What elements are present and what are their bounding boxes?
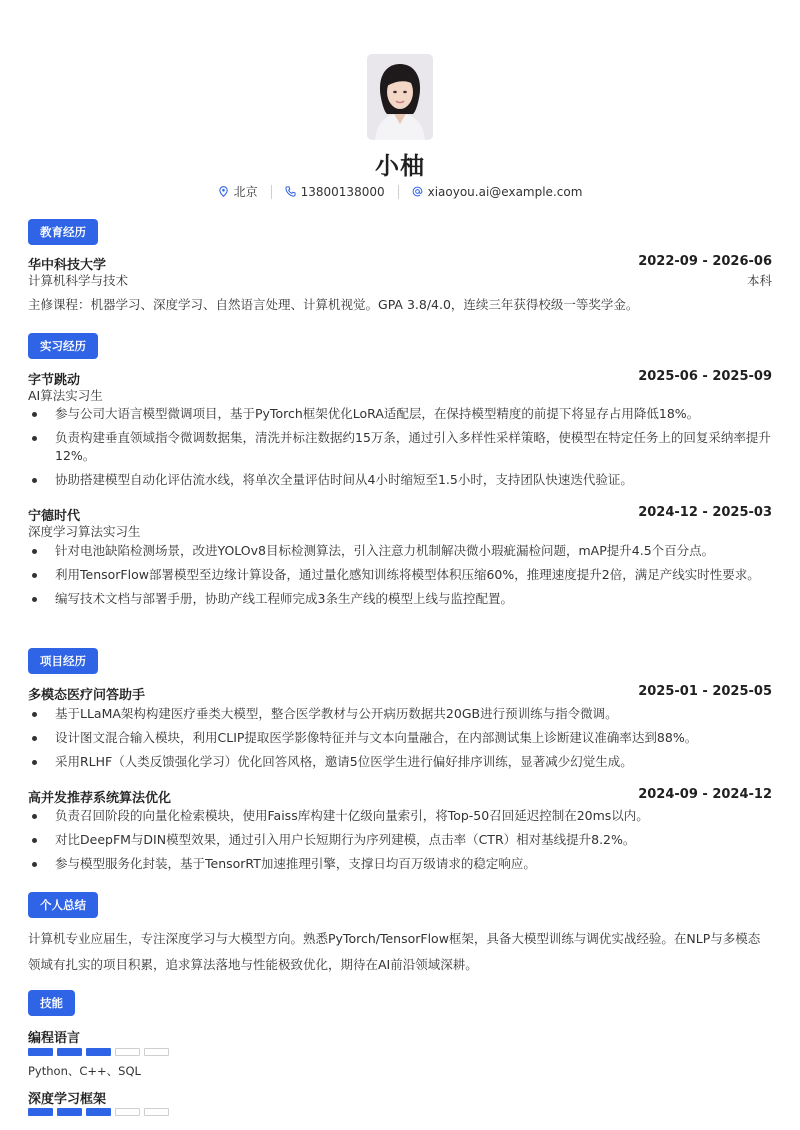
list-item: 协助搭建模型自动化评估流水线，将单次全量评估时间从4小时缩短至1.5小时，支持团队快速迭代验证。: [28, 471, 772, 489]
project-header-row: [28, 787, 772, 804]
section-header-summary: 个人总结: [28, 892, 98, 918]
skill-title: 深度学习框架: [28, 1092, 107, 1107]
education-detail: 主修课程：机器学习、深度学习、自然语言处理、计算机视觉。GPA 3.8/4.0，连续三年获得校级一等奖学金。: [28, 297, 639, 312]
skill-title: 编程语言: [28, 1031, 81, 1046]
skill-level-segment: [86, 1048, 111, 1056]
company-name: 字节跳动: [28, 373, 81, 388]
list-item: 负责召回阶段的向量化检索模块，使用Faiss库构建十亿级向量索引，将Top-50召回延迟控制在20ms以内。: [28, 807, 772, 825]
skill-level-segment: [144, 1048, 169, 1056]
location-text: 北京: [233, 185, 258, 199]
education-sub-row: [28, 271, 772, 288]
project-bullets: [28, 807, 772, 879]
skill-level-segment: [28, 1048, 53, 1056]
project-name: 高并发推荐系统算法优化: [28, 791, 172, 806]
list-item: 对比DeepFM与DIN模型效果，通过引入用户长短期行为序列建模，点击率（CTR）相对基线提升8.2%。: [28, 831, 772, 849]
project-dates: 2025-01 - 2025-05: [638, 684, 772, 699]
company-name: 宁德时代: [28, 509, 81, 524]
section-header-internship: 实习经历: [28, 333, 98, 359]
skill-level-segment: [115, 1108, 140, 1116]
location-item: [218, 183, 258, 200]
skill-level-segment: [57, 1108, 82, 1116]
divider: [398, 185, 399, 199]
email-item[interactable]: [412, 185, 583, 199]
section-header-projects: 项目经历: [28, 648, 98, 674]
internship-header-row: [28, 369, 772, 386]
section-header-education: 教育经历: [28, 219, 98, 245]
summary-text: 计算机专业应届生，专注深度学习与大模型方向。熟悉PyTorch/TensorFlow框架，具备大模型训练与调优实战经验。在NLP与多模态领域有扎实的项目积累，追求算法落地与性能极致优化，期待在AI前沿领域深耕。: [28, 931, 761, 972]
internship-bullets: [28, 542, 772, 614]
skill-description: Python、C++、SQL: [28, 1064, 141, 1078]
project-header-row: [28, 684, 772, 701]
list-item: 负责构建垂直领域指令微调数据集，清洗并标注数据约15万条，通过引入多样性采样策略，使模型在特定任务上的回复采纳率提升12%。: [28, 429, 772, 465]
candidate-name: 小柚: [375, 152, 425, 180]
list-item: 参与公司大语言模型微调项目，基于PyTorch框架优化LoRA适配层，在保持模型精度的前提下将显存占用降低18%。: [28, 405, 772, 423]
contact-bar: [0, 183, 800, 200]
divider: [271, 185, 272, 199]
internship-dates: 2024-12 - 2025-03: [638, 505, 772, 520]
internship-header-row: [28, 505, 772, 522]
at-sign-icon: [412, 186, 423, 197]
email-text: xiaoyou.ai@example.com: [427, 184, 583, 199]
role-title: 深度学习算法实习生: [28, 524, 141, 539]
project-bullets: [28, 705, 772, 777]
list-item: 基于LLaMA架构构建医疗垂类大模型，整合医学教材与公开病历数据共20GB进行预训练与指令微调。: [28, 705, 772, 723]
list-item: 利用TensorFlow部署模型至边缘计算设备，通过量化感知训练将模型体积压缩60%，推理速度提升2倍，满足产线实时性要求。: [28, 566, 772, 584]
role-title: AI算法实习生: [28, 388, 103, 403]
list-item: 设计图文混合输入模块，利用CLIP提取医学影像特征并与文本向量融合，在内部测试集上诊断建议准确率达到88%。: [28, 729, 772, 747]
section-header-skills: 技能: [28, 990, 75, 1016]
profile-photo: [367, 54, 433, 140]
school-name: 华中科技大学: [28, 258, 107, 273]
portrait-image: [367, 54, 433, 140]
skill-level-bar: [28, 1108, 169, 1116]
skill-level-bar: [28, 1048, 169, 1056]
list-item: 编写技术文档与部署手册，协助产线工程师完成3条生产线的模型上线与监控配置。: [28, 590, 772, 608]
list-item: 参与模型服务化封装，基于TensorRT加速推理引擎，支撑日均百万级请求的稳定响应。: [28, 855, 772, 873]
education-dates: 2022-09 - 2026-06: [638, 254, 772, 269]
degree: 本科: [746, 273, 772, 288]
internship-bullets: [28, 405, 772, 495]
internship-dates: 2025-06 - 2025-09: [638, 369, 772, 384]
skill-level-segment: [86, 1108, 111, 1116]
phone-icon: [285, 186, 296, 197]
location-pin-icon: [218, 186, 229, 197]
project-name: 多模态医疗问答助手: [28, 688, 146, 703]
phone-text: 13800138000: [300, 184, 385, 199]
skill-level-segment: [28, 1108, 53, 1116]
list-item: 采用RLHF（人类反馈强化学习）优化回答风格，邀请5位医学生进行偏好排序训练，显著减少幻觉生成。: [28, 753, 772, 771]
skill-level-segment: [144, 1108, 169, 1116]
internship-role-row: [28, 386, 772, 403]
skill-level-segment: [115, 1048, 140, 1056]
phone-item[interactable]: [285, 185, 385, 199]
project-dates: 2024-09 - 2024-12: [638, 787, 772, 802]
major: 计算机科学与技术: [28, 273, 129, 288]
skill-level-segment: [57, 1048, 82, 1056]
internship-role-row: [28, 522, 772, 539]
education-header-row: [28, 254, 772, 271]
list-item: 针对电池缺陷检测场景，改进YOLOv8目标检测算法，引入注意力机制解决微小瑕疵漏检问题，mAP提升4.5个百分点。: [28, 542, 772, 560]
